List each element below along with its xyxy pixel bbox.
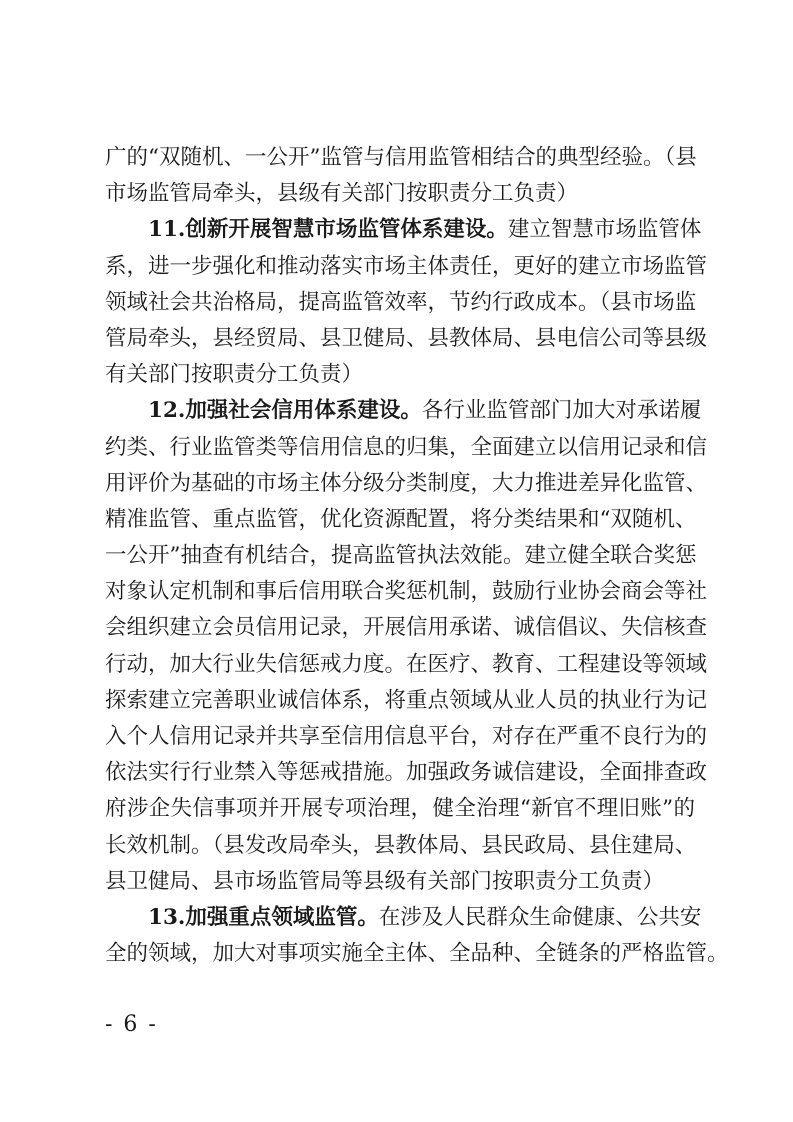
text-line: 县卫健局、县市场监管局等县级有关部门按职责分工负责） bbox=[105, 868, 665, 894]
text-line: 系，进一步强化和推动落实市场主体责任，更好的建立市场监管 bbox=[105, 253, 708, 279]
text-line: 有关部门按职责分工负责） bbox=[105, 362, 364, 388]
item-12-heading: 12.加强社会信用体系建设。 bbox=[148, 398, 422, 424]
text-line: 管局牵头，县经贸局、县卫健局、县教体局、县电信公司等县级 bbox=[105, 325, 708, 351]
text-run: 建立智慧市场监管体 bbox=[507, 217, 702, 243]
text-run: 各行业监管部门加大对承诺履 bbox=[421, 398, 702, 424]
text-line: 入个人信用记录并共享至信用信息平台，对存在严重不良行为的 bbox=[105, 724, 708, 749]
text-line: 一公开”抽查有机结合，提高监管执法效能。建立健全联合奖惩 bbox=[105, 543, 697, 569]
text-line: 领域社会共治格局，提高监管效率，节约行政成本。（县市场监 bbox=[105, 289, 697, 315]
item-11-heading: 11.创新开展智慧市场监管体系建设。 bbox=[148, 217, 508, 243]
text-line: 依法实行行业禁入等惩戒措施。加强政务诚信建设，全面排查政 bbox=[105, 760, 708, 786]
text-line: 府涉企失信事项并开展专项治理，健全治理“新官不理旧账”的 bbox=[105, 796, 695, 822]
item-13-heading: 13.加强重点领域监管。 bbox=[148, 904, 379, 930]
text-line: 探索建立完善职业诚信体系，将重点领域从业人员的执业行为记 bbox=[105, 687, 708, 713]
text-line: 会组织建立会员信用记录，开展信用承诺、诚信倡议、失信核查 bbox=[105, 615, 708, 641]
text-line: 长效机制。（县发改局牵头，县教体局、县民政局、县住建局、 bbox=[105, 832, 697, 858]
page-number: - 6 - bbox=[105, 1012, 158, 1037]
text-line: 用评价为基础的市场主体分级分类制度，大力推进差异化监管、 bbox=[105, 470, 708, 496]
text-line: 精准监管、重点监管，优化资源配置，将分类结果和“双随机、 bbox=[105, 506, 697, 532]
text-line: 市场监管局牵头，县级有关部门按职责分工负责） bbox=[105, 181, 579, 207]
item-11-first-line bbox=[105, 212, 702, 248]
text-line: 广的“双随机、一公开”监管与信用监管相结合的典型经验。（县 bbox=[105, 145, 697, 170]
text-line: 行动，加大行业失信惩戒力度。在医疗、教育、工程建设等领域 bbox=[105, 651, 708, 677]
text-line: 全的领域，加大对事项实施全主体、全品种、全链条的严格监管。 bbox=[105, 941, 729, 967]
item-13-first-line bbox=[105, 900, 702, 936]
item-12-first-line bbox=[105, 393, 702, 429]
text-run: 在涉及人民群众生命健康、公共安 bbox=[378, 904, 702, 930]
text-line: 对象认定机制和事后信用联合奖惩机制，鼓励行业协会商会等社 bbox=[105, 579, 708, 605]
text-line: 约类、行业监管类等信用信息的归集，全面建立以信用记录和信 bbox=[105, 434, 708, 460]
body-text bbox=[105, 140, 729, 972]
